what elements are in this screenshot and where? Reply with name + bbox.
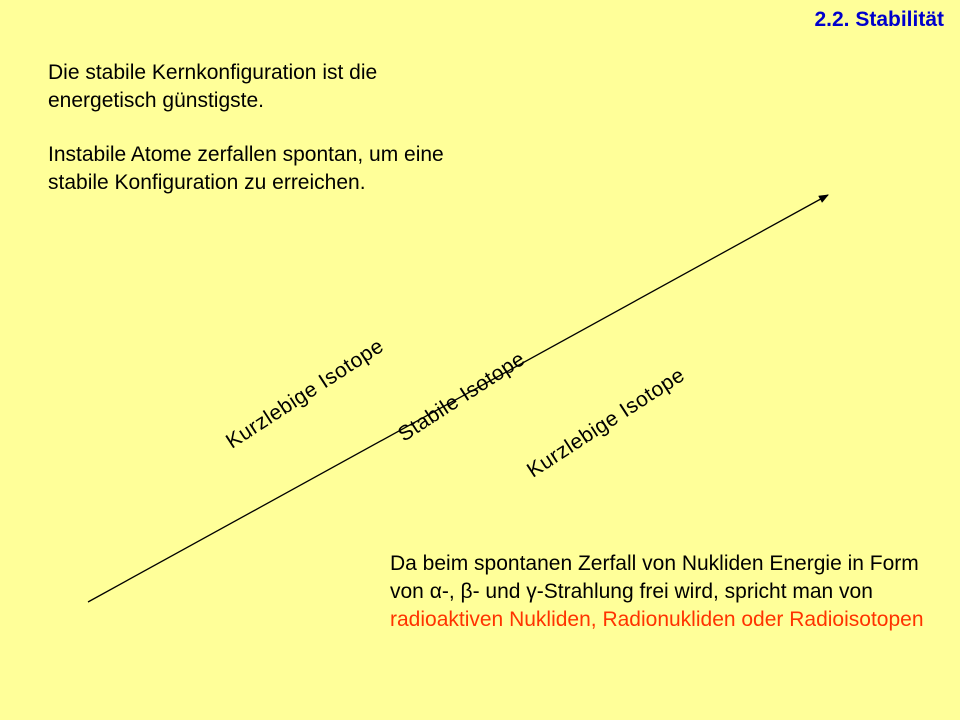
paragraph-unstable-atoms: Instabile Atome zerfallen spontan, um eine stabile Konfiguration zu erreichen. <box>48 143 444 194</box>
label-short-lived-upper: Kurzlebige Isotope <box>222 334 388 454</box>
radionuclide-highlight: radioaktiven Nukliden, Radionukliden oder Radioisotopen <box>390 608 924 631</box>
label-stable-isotopes: Stabile Isotope <box>394 347 530 447</box>
label-short-lived-lower: Kurzlebige Isotope <box>523 363 689 483</box>
paragraph-stable-config: Die stabile Kernkonfiguration ist die energetisch günstigste. <box>48 61 378 112</box>
section-title: 2.2. Stabilität <box>814 8 944 31</box>
paragraph-radioactive-decay <box>390 550 950 634</box>
decay-text: Da beim spontanen Zerfall von Nukliden Energie in Form von α-, β- und γ-Strahlung frei wird, spricht man von <box>390 552 919 603</box>
